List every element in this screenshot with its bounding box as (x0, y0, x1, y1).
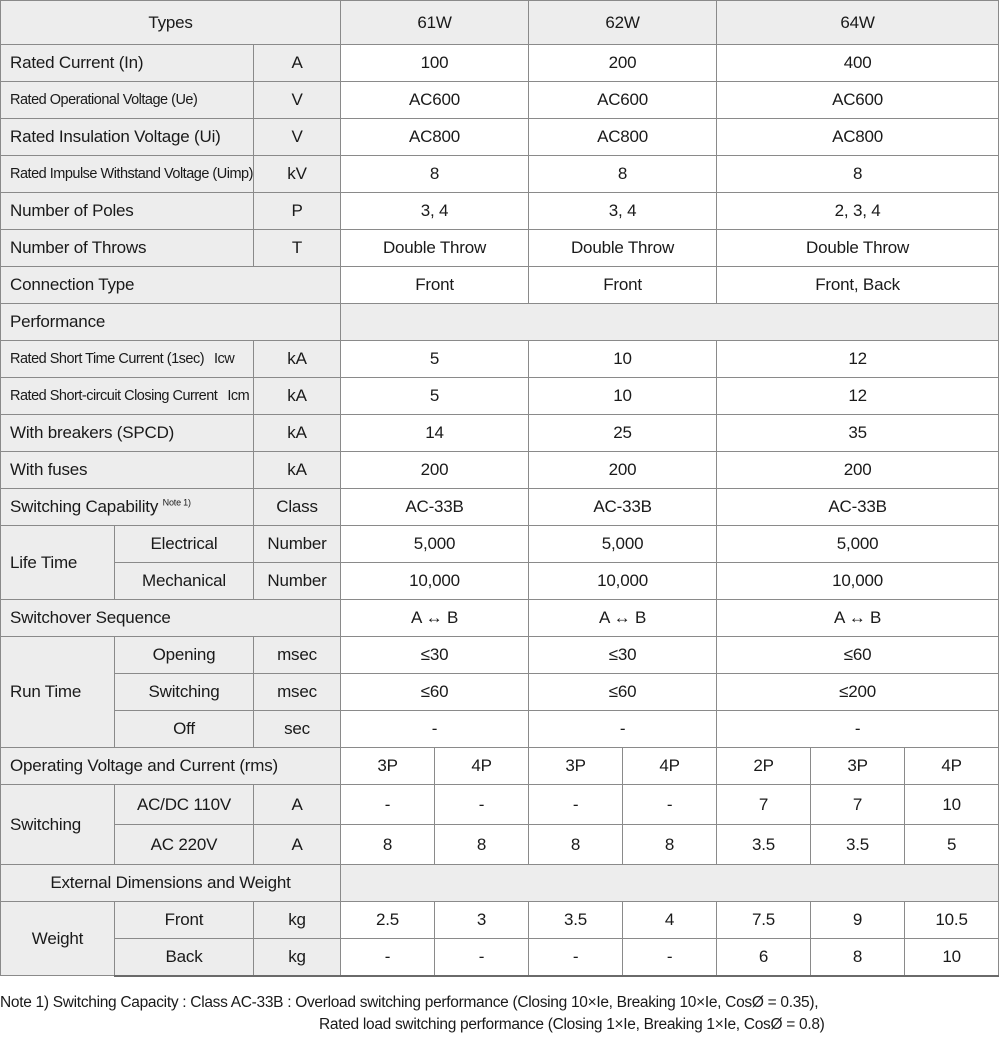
row-unit: sec (254, 711, 341, 748)
cell-value: 5 (341, 341, 529, 378)
cell-value: 7.5 (717, 902, 811, 939)
group-label-life-time: Life Time (1, 526, 115, 600)
row-label: With breakers (SPCD) (1, 415, 254, 452)
cell-value: 10,000 (341, 563, 529, 600)
cell-value: ≤200 (717, 674, 999, 711)
cell-value: AC600 (717, 82, 999, 119)
cell-value: A ↔ B (717, 600, 999, 637)
row-label: Switchover Sequence (1, 600, 341, 637)
cell-value: 4 (623, 902, 717, 939)
section-band (341, 865, 999, 902)
cell-value: 25 (529, 415, 717, 452)
cell-value: - (435, 785, 529, 825)
cell-value: ≤60 (529, 674, 717, 711)
cell-value: 3P (341, 748, 435, 785)
header-row (1, 1, 999, 45)
cell-value: AC600 (341, 82, 529, 119)
cell-value: 5,000 (717, 526, 999, 563)
cell-value: 5 (905, 825, 999, 865)
cell-value: 200 (717, 452, 999, 489)
row-unit: T (254, 230, 341, 267)
cell-value: ≤60 (717, 637, 999, 674)
cell-value: 10 (905, 939, 999, 976)
cell-value: 8 (717, 156, 999, 193)
row-unit: kA (254, 415, 341, 452)
row-label: With fuses (1, 452, 254, 489)
cell-value: ≤30 (529, 637, 717, 674)
cell-value: 3P (529, 748, 623, 785)
cell-value: Double Throw (341, 230, 529, 267)
cell-value: 10 (905, 785, 999, 825)
cell-value: 6 (717, 939, 811, 976)
row-unit: msec (254, 674, 341, 711)
table-row (1, 193, 999, 230)
cell-value: Front (341, 267, 529, 304)
row-unit: A (254, 785, 341, 825)
cell-value: AC-33B (717, 489, 999, 526)
cell-value: 200 (529, 45, 717, 82)
cell-value: 5,000 (529, 526, 717, 563)
table-row (1, 526, 999, 563)
row-unit: kg (254, 902, 341, 939)
row-unit: V (254, 82, 341, 119)
note-marker: Note 1) (162, 497, 191, 508)
cell-value: - (623, 785, 717, 825)
cell-value: 3 (435, 902, 529, 939)
cell-value: 3.5 (811, 825, 905, 865)
row-label: Rated Short Time Current (1sec) Icw (1, 341, 254, 378)
cell-value: 8 (341, 156, 529, 193)
footnote-line-2: Rated load switching performance (Closing 1×Ie, Breaking 1×Ie, CosØ = 0.8) (319, 1016, 825, 1033)
cell-value: 3, 4 (529, 193, 717, 230)
table-row (1, 119, 999, 156)
cell-value: - (623, 939, 717, 976)
row-label: Mechanical (115, 563, 254, 600)
table-row (1, 82, 999, 119)
cell-value: ≤60 (341, 674, 529, 711)
row-label: AC 220V (115, 825, 254, 865)
cell-value: - (341, 785, 435, 825)
cell-value: - (529, 711, 717, 748)
cell-value: - (341, 711, 529, 748)
cell-value: 12 (717, 341, 999, 378)
model-header-62w: 62W (529, 1, 717, 45)
table-row (1, 674, 999, 711)
cell-value: 35 (717, 415, 999, 452)
cell-value: 2P (717, 748, 811, 785)
row-label: Off (115, 711, 254, 748)
cell-value: 3.5 (717, 825, 811, 865)
cell-value: - (435, 939, 529, 976)
row-unit: A (254, 825, 341, 865)
section-row-external-dimensions (1, 865, 999, 902)
cell-value: AC800 (529, 119, 717, 156)
row-unit: kA (254, 378, 341, 415)
cell-value: 10,000 (529, 563, 717, 600)
table-row (1, 748, 999, 785)
cell-value: Front, Back (717, 267, 999, 304)
cell-value: AC-33B (529, 489, 717, 526)
row-label: Rated Operational Voltage (Ue) (1, 82, 254, 119)
cell-value: 2.5 (341, 902, 435, 939)
table-row (1, 711, 999, 748)
row-label: Connection Type (1, 267, 341, 304)
row-label: Rated Impulse Withstand Voltage (Uimp) (1, 156, 254, 193)
model-header-61w: 61W (341, 1, 529, 45)
row-unit: kA (254, 341, 341, 378)
types-header: Types (1, 1, 341, 45)
cell-value: 7 (717, 785, 811, 825)
section-label: External Dimensions and Weight (1, 865, 341, 902)
row-label: Operating Voltage and Current (rms) (1, 748, 341, 785)
table-row (1, 825, 999, 865)
cell-value: 4P (623, 748, 717, 785)
group-label-switching: Switching (1, 785, 115, 865)
row-label: Rated Current (In) (1, 45, 254, 82)
table-row (1, 156, 999, 193)
section-row-performance (1, 304, 999, 341)
cell-value: Front (529, 267, 717, 304)
cell-value: 12 (717, 378, 999, 415)
row-label: Front (115, 902, 254, 939)
row-unit: msec (254, 637, 341, 674)
group-label-run-time: Run Time (1, 637, 115, 748)
model-header-64w: 64W (717, 1, 999, 45)
cell-value: AC800 (717, 119, 999, 156)
row-label: Number of Throws (1, 230, 254, 267)
cell-value: 100 (341, 45, 529, 82)
row-unit: V (254, 119, 341, 156)
cell-value: 5,000 (341, 526, 529, 563)
cell-value: AC-33B (341, 489, 529, 526)
table-row (1, 45, 999, 82)
table-row (1, 267, 999, 304)
row-unit: Class (254, 489, 341, 526)
cell-value: 8 (529, 156, 717, 193)
cell-value: ≤30 (341, 637, 529, 674)
table-row (1, 230, 999, 267)
row-unit: kA (254, 452, 341, 489)
table-row (1, 939, 999, 976)
cell-value: 400 (717, 45, 999, 82)
row-unit: Number (254, 526, 341, 563)
cell-value: 3.5 (529, 902, 623, 939)
cell-value: 8 (529, 825, 623, 865)
section-band (341, 304, 999, 341)
row-label: Switching Capability $^{Note 1)}$ (1, 489, 254, 526)
cell-value: - (529, 785, 623, 825)
section-label: Performance (1, 304, 341, 341)
cell-value: 9 (811, 902, 905, 939)
table-row (1, 637, 999, 674)
cell-value: Double Throw (529, 230, 717, 267)
cell-value: 7 (811, 785, 905, 825)
cell-value: 3P (811, 748, 905, 785)
row-unit: kV (254, 156, 341, 193)
table-row (1, 563, 999, 600)
group-label-weight: Weight (1, 902, 115, 976)
cell-value: A ↔ B (529, 600, 717, 637)
cell-value: 14 (341, 415, 529, 452)
row-label: Opening (115, 637, 254, 674)
row-label: Number of Poles (1, 193, 254, 230)
cell-value: 4P (905, 748, 999, 785)
cell-value: 4P (435, 748, 529, 785)
cell-value: AC800 (341, 119, 529, 156)
cell-value: 3, 4 (341, 193, 529, 230)
table-row (1, 489, 999, 526)
row-unit: kg (254, 939, 341, 976)
table-row (1, 341, 999, 378)
cell-value: - (529, 939, 623, 976)
row-label: Switching (115, 674, 254, 711)
table-row (1, 902, 999, 939)
cell-value: 10 (529, 378, 717, 415)
table-row (1, 600, 999, 637)
cell-value: Double Throw (717, 230, 999, 267)
table-row (1, 452, 999, 489)
row-label: Rated Short-circuit Closing Current Icm (1, 378, 254, 415)
cell-value: 10 (529, 341, 717, 378)
row-label: Electrical (115, 526, 254, 563)
cell-value: 200 (341, 452, 529, 489)
cell-value: AC600 (529, 82, 717, 119)
cell-value: 10.5 (905, 902, 999, 939)
cell-value: 10,000 (717, 563, 999, 600)
row-label: Back (115, 939, 254, 976)
cell-value: 5 (341, 378, 529, 415)
row-unit: A (254, 45, 341, 82)
cell-value: 200 (529, 452, 717, 489)
cell-value: 8 (435, 825, 529, 865)
row-unit: Number (254, 563, 341, 600)
cell-value: 8 (811, 939, 905, 976)
footnote-line-1: Note 1) Switching Capacity : Class AC-33B : Overload switching performance (Closing 10×Ie, Breaking 10×Ie, CosØ = 0.35), (0, 994, 819, 1011)
table-row (1, 415, 999, 452)
row-unit: P (254, 193, 341, 230)
cell-value: 8 (341, 825, 435, 865)
cell-value: - (341, 939, 435, 976)
row-label: AC/DC 110V (115, 785, 254, 825)
row-label: Rated Insulation Voltage (Ui) (1, 119, 254, 156)
cell-value: 2, 3, 4 (717, 193, 999, 230)
table-row (1, 785, 999, 825)
cell-value: A ↔ B (341, 600, 529, 637)
cell-value: 8 (623, 825, 717, 865)
table-row (1, 378, 999, 415)
cell-value: - (717, 711, 999, 748)
